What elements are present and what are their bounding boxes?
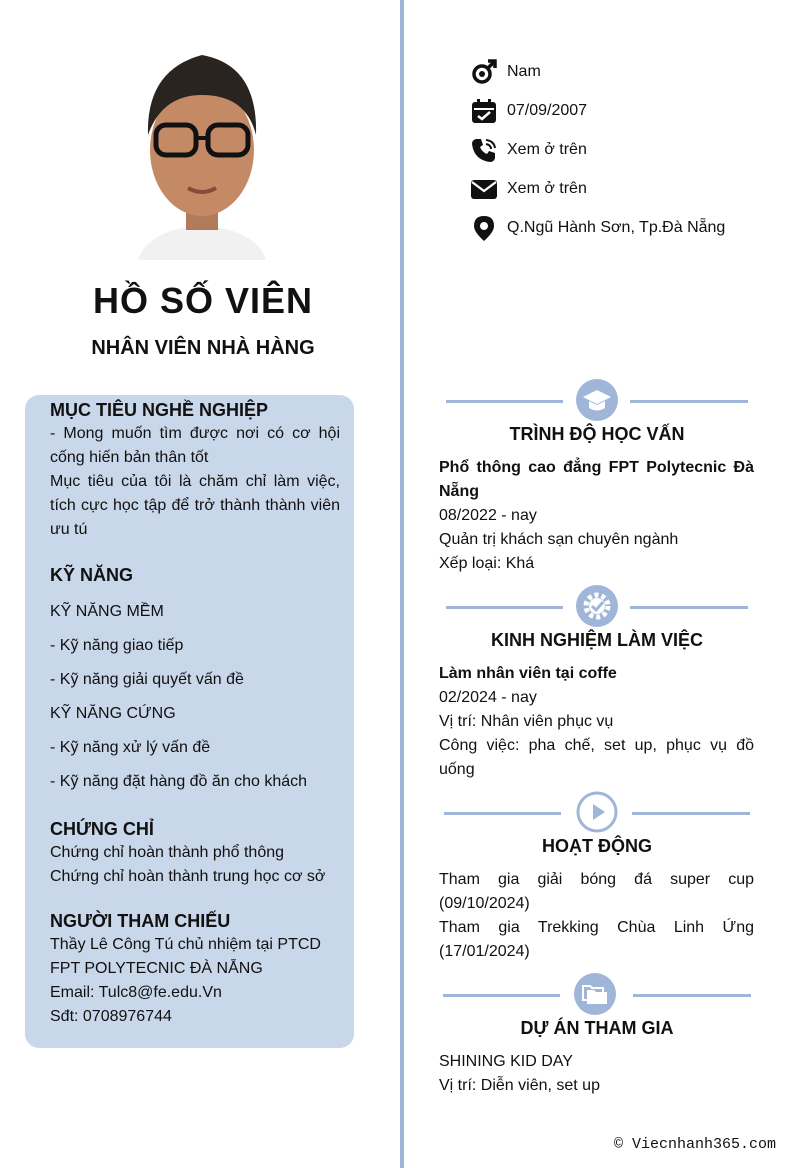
project-name: SHINING KID DAY [439, 1053, 573, 1070]
activity-item: Tham gia giải bóng đá super cup (09/10/2024) [439, 871, 754, 912]
contact-value: Xem ở trên [507, 180, 587, 197]
section-title: NGƯỜI THAM CHIẾU [50, 911, 231, 931]
gender-icon [470, 58, 498, 86]
contact-email [470, 175, 587, 203]
education-school: Phổ thông cao đẳng FPT Polytecnic Đà Nẵng [439, 459, 754, 500]
avatar [128, 40, 276, 260]
objective-line: Mục tiêu của tôi là chăm chỉ làm việc, tích cực học tập để trở thành thành viên ưu tú [50, 473, 340, 538]
person-name: HỒ SỐ VIÊN [92, 280, 314, 321]
reference-line: FPT POLYTECNIC ĐÀ NẴNG [50, 960, 263, 977]
certificates-section [50, 817, 340, 889]
section-title: TRÌNH ĐỘ HỌC VẤN [509, 424, 685, 444]
play-icon [575, 790, 619, 834]
education-grade: Xếp loại: Khá [439, 555, 535, 572]
contact-phone [470, 136, 587, 164]
objective-section [50, 398, 340, 542]
contact-address [470, 214, 725, 242]
experience-duties: Công việc: pha chế, set up, phục vụ đồ uống [439, 737, 754, 778]
experience-role: Làm nhân viên tại coffe [439, 665, 617, 682]
footer-credit: © Viecnhanh365.com [614, 1136, 777, 1153]
education-major: Quản trị khách sạn chuyên ngành [439, 531, 679, 548]
section-title: DỰ ÁN THAM GIA [520, 1018, 674, 1038]
column-divider [400, 0, 404, 1168]
skill-item: KỸ NĂNG CỨNG [50, 705, 176, 722]
reference-line: Email: Tulc8@fe.edu.Vn [50, 984, 222, 1001]
section-title: KỸ NĂNG [50, 565, 134, 585]
skill-item: KỸ NĂNG MỀM [50, 603, 164, 620]
email-icon [470, 175, 498, 203]
contact-birthday [470, 97, 587, 125]
projects-section [439, 1050, 754, 1098]
objective-line: - Mong muốn tìm được nơi có cơ hội cống hiến bản thân tốt [50, 425, 340, 466]
reference-line: Thầy Lê Công Tú chủ nhiệm tại PTCD [50, 936, 321, 953]
certificate-item: Chứng chỉ hoàn thành trung học cơ sở [50, 868, 326, 885]
activities-section [439, 868, 754, 964]
calendar-icon [470, 97, 498, 125]
location-icon [470, 214, 498, 242]
gear-icon [575, 584, 619, 628]
experience-section [439, 662, 754, 782]
reference-line: Sđt: 0708976744 [50, 1008, 172, 1025]
contact-value: 07/09/2007 [507, 102, 588, 119]
folders-icon [573, 972, 617, 1016]
section-title: CHỨNG CHỈ [50, 819, 154, 839]
skills-section [50, 563, 340, 587]
skill-item: - Kỹ năng giao tiếp [50, 637, 184, 654]
contact-value: Xem ở trên [507, 141, 587, 158]
contact-value: Nam [507, 63, 541, 80]
certificate-item: Chứng chỉ hoàn thành phổ thông [50, 844, 285, 861]
education-period: 08/2022 - nay [439, 507, 537, 524]
contact-value: Q.Ngũ Hành Sơn, Tp.Đà Nẵng [507, 219, 726, 236]
project-position: Vị trí: Diễn viên, set up [439, 1077, 600, 1094]
section-title: KINH NGHIỆM LÀM VIỆC [490, 630, 703, 650]
experience-period: 02/2024 - nay [439, 689, 537, 706]
education-section [439, 456, 754, 576]
job-title: NHÂN VIÊN NHÀ HÀNG [91, 337, 315, 359]
references-section [50, 909, 340, 1029]
skill-item: - Kỹ năng đặt hàng đồ ăn cho khách [50, 773, 308, 790]
graduation-cap-icon [575, 378, 619, 422]
skill-item: - Kỹ năng xử lý vấn đề [50, 739, 211, 756]
contact-gender [470, 58, 541, 86]
experience-position: Vị trí: Nhân viên phục vụ [439, 713, 614, 730]
phone-icon [470, 136, 498, 164]
skill-item: - Kỹ năng giải quyết vấn đề [50, 671, 244, 688]
section-title: MỤC TIÊU NGHỀ NGHIỆP [50, 400, 269, 420]
activity-item: Tham gia Trekking Chùa Linh Ứng (17/01/2024) [439, 919, 754, 960]
section-title: HOẠT ĐỘNG [542, 836, 652, 856]
